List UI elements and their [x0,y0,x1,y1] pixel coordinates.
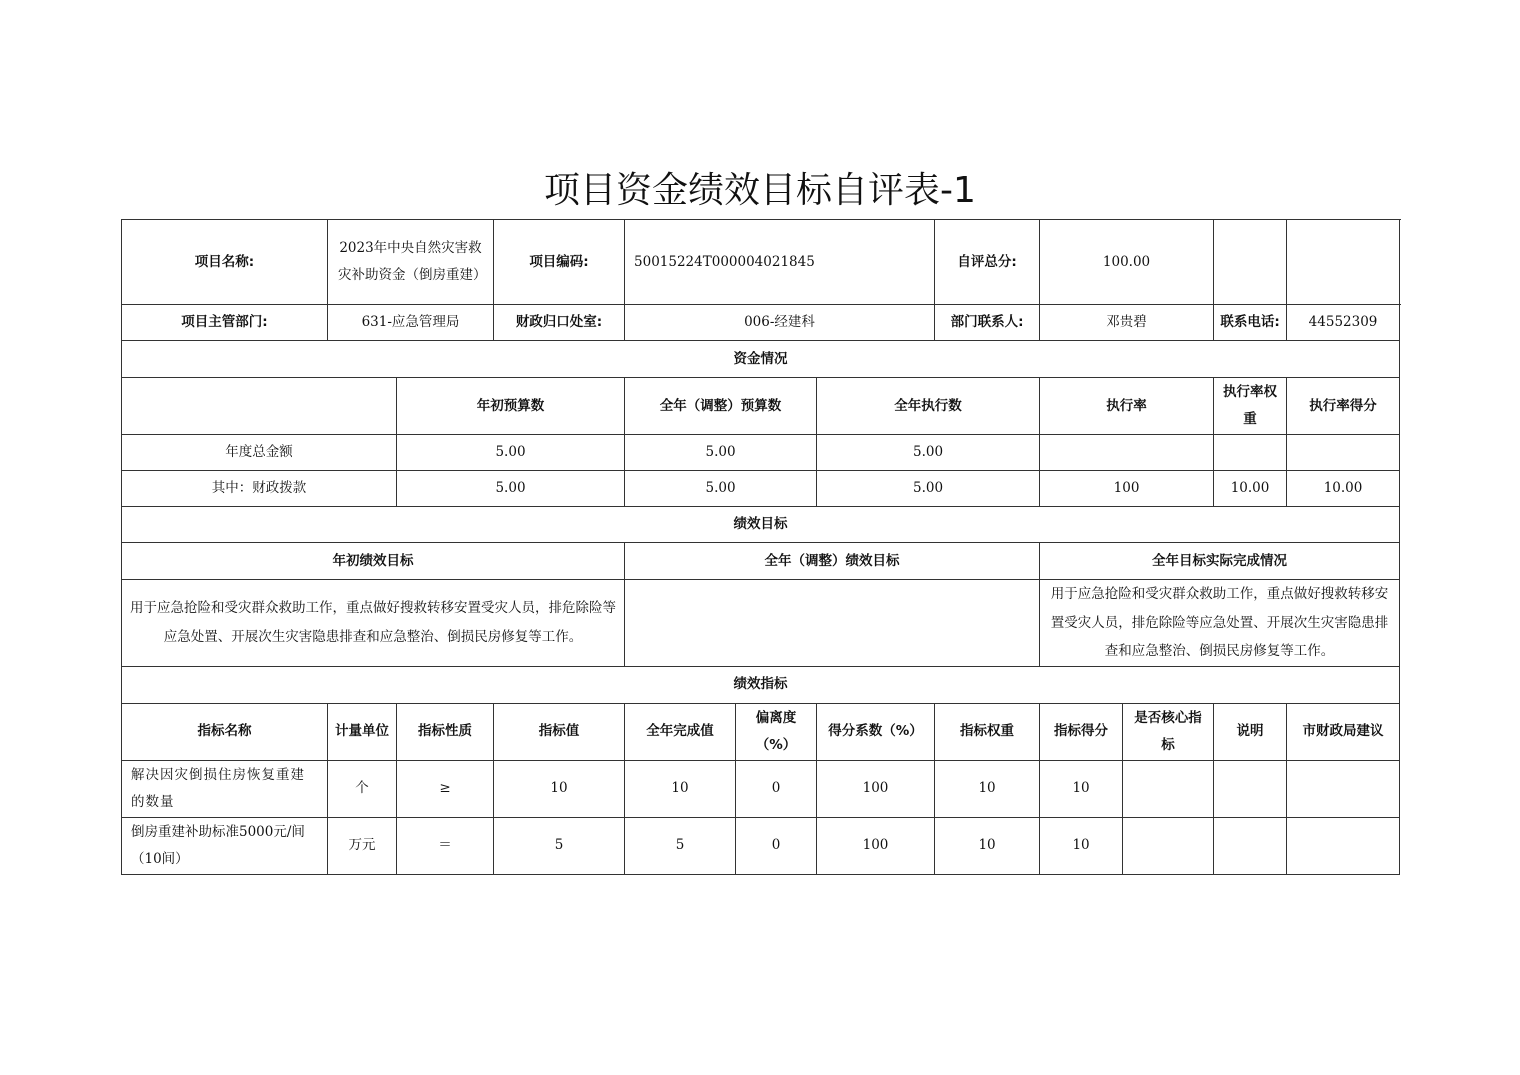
dept-value: 631-应急管理局 [328,305,494,341]
col-completed: 全年完成值 [625,703,736,760]
phone-value: 44552309 [1287,305,1400,341]
indicator-nature: ＝ [397,817,494,874]
finance-office-label: 财政归口处室: [494,305,625,341]
funds-adjusted: 5.00 [625,471,817,507]
funds-score: 10.00 [1287,471,1400,507]
indicator-unit: 个 [328,760,397,817]
indicator-name: 解决因灾倒损住房恢复重建的数量 [122,760,328,817]
project-name-label: 项目名称: [122,220,328,305]
indicator-score: 10 [1040,817,1123,874]
col-adjusted-budget: 全年（调整）预算数 [625,378,817,435]
indicator-deviation: 0 [736,760,817,817]
indicator-completed: 10 [625,760,736,817]
indicator-note [1214,817,1287,874]
col-value: 指标值 [494,703,625,760]
funds-executed: 5.00 [817,435,1040,471]
col-advice: 市财政局建议 [1287,703,1400,760]
project-name-value: 2023年中央自然灾害救灾补助资金（倒房重建） [328,220,494,305]
col-note: 说明 [1214,703,1287,760]
initial-goal-text: 用于应急抢险和受灾群众救助工作，重点做好搜救转移安置受灾人员，排危除险等应急处置、开展次生灾害隐患排查和应急整治、倒损民房修复等工作。 [122,580,625,667]
funds-weight: 10.00 [1214,471,1287,507]
header-row-project [122,220,1400,305]
funds-rate [1040,435,1214,471]
evaluation-table [121,219,1400,875]
indicator-core [1123,817,1214,874]
header-row-dept [122,305,1400,341]
col-score: 指标得分 [1040,703,1123,760]
indicators-section-row [122,666,1400,703]
funds-initial: 5.00 [397,435,625,471]
funds-row-label: 其中：财政拨款 [122,471,397,507]
indicator-weight: 10 [935,817,1040,874]
indicator-value: 5 [494,817,625,874]
funds-initial: 5.00 [397,471,625,507]
goals-section-title: 绩效目标 [122,507,1400,543]
indicator-row [122,817,1400,874]
indicator-name: 倒房重建补助标准5000元/间（10间） [122,817,328,874]
indicator-note [1214,760,1287,817]
project-code-label: 项目编码: [494,220,625,305]
indicator-coefficient: 100 [817,817,935,874]
funds-weight [1214,435,1287,471]
goals-content-row [122,580,1400,667]
indicator-nature: ≥ [397,760,494,817]
indicator-row [122,760,1400,817]
empty-cell [1287,220,1400,305]
score-label: 自评总分: [935,220,1040,305]
col-unit: 计量单位 [328,703,397,760]
page-title: 项目资金绩效目标自评表-1 [544,170,976,211]
indicators-section-title: 绩效指标 [122,666,1400,703]
indicator-deviation: 0 [736,817,817,874]
funds-section-row [122,341,1400,378]
funds-row-total [122,435,1400,471]
col-adjusted-goal: 全年（调整）绩效目标 [625,543,1040,580]
indicator-core [1123,760,1214,817]
funds-row-label: 年度总金额 [122,435,397,471]
indicator-value: 10 [494,760,625,817]
finance-office-value: 006-经建科 [625,305,935,341]
col-coefficient: 得分系数（%） [817,703,935,760]
col-exec-rate: 执行率 [1040,378,1214,435]
funds-rate: 100 [1040,471,1214,507]
actual-completion-text: 用于应急抢险和受灾群众救助工作，重点做好搜救转移安置受灾人员，排危除险等应急处置、开展次生灾害隐患排查和应急整治、倒损民房修复等工作。 [1040,580,1400,667]
indicator-score: 10 [1040,760,1123,817]
goals-header-row [122,543,1400,580]
indicator-unit: 万元 [328,817,397,874]
funds-adjusted: 5.00 [625,435,817,471]
funds-header-row [122,378,1400,435]
col-core: 是否核心指标 [1123,703,1214,760]
project-code-value: 50015224T000004021845 [625,220,935,305]
col-deviation: 偏离度（%） [736,703,817,760]
phone-label: 联系电话: [1214,305,1287,341]
empty-cell [122,378,397,435]
indicator-advice [1287,760,1400,817]
indicator-coefficient: 100 [817,760,935,817]
contact-label: 部门联系人: [935,305,1040,341]
contact-value: 邓贵碧 [1040,305,1214,341]
indicator-advice [1287,817,1400,874]
indicator-completed: 5 [625,817,736,874]
col-actual-completion: 全年目标实际完成情况 [1040,543,1400,580]
col-indicator-name: 指标名称 [122,703,328,760]
col-executed: 全年执行数 [817,378,1040,435]
empty-cell [1214,220,1287,305]
col-nature: 指标性质 [397,703,494,760]
col-exec-rate-score: 执行率得分 [1287,378,1400,435]
adjusted-goal-text [625,580,1040,667]
col-exec-rate-weight: 执行率权重 [1214,378,1287,435]
col-initial-goal: 年初绩效目标 [122,543,625,580]
indicators-header-row [122,703,1400,760]
dept-label: 项目主管部门: [122,305,328,341]
funds-score [1287,435,1400,471]
indicator-weight: 10 [935,760,1040,817]
funds-section-title: 资金情况 [122,341,1400,378]
score-value: 100.00 [1040,220,1214,305]
funds-row-fiscal [122,471,1400,507]
goals-section-row [122,507,1400,543]
col-weight: 指标权重 [935,703,1040,760]
funds-executed: 5.00 [817,471,1040,507]
col-initial-budget: 年初预算数 [397,378,625,435]
